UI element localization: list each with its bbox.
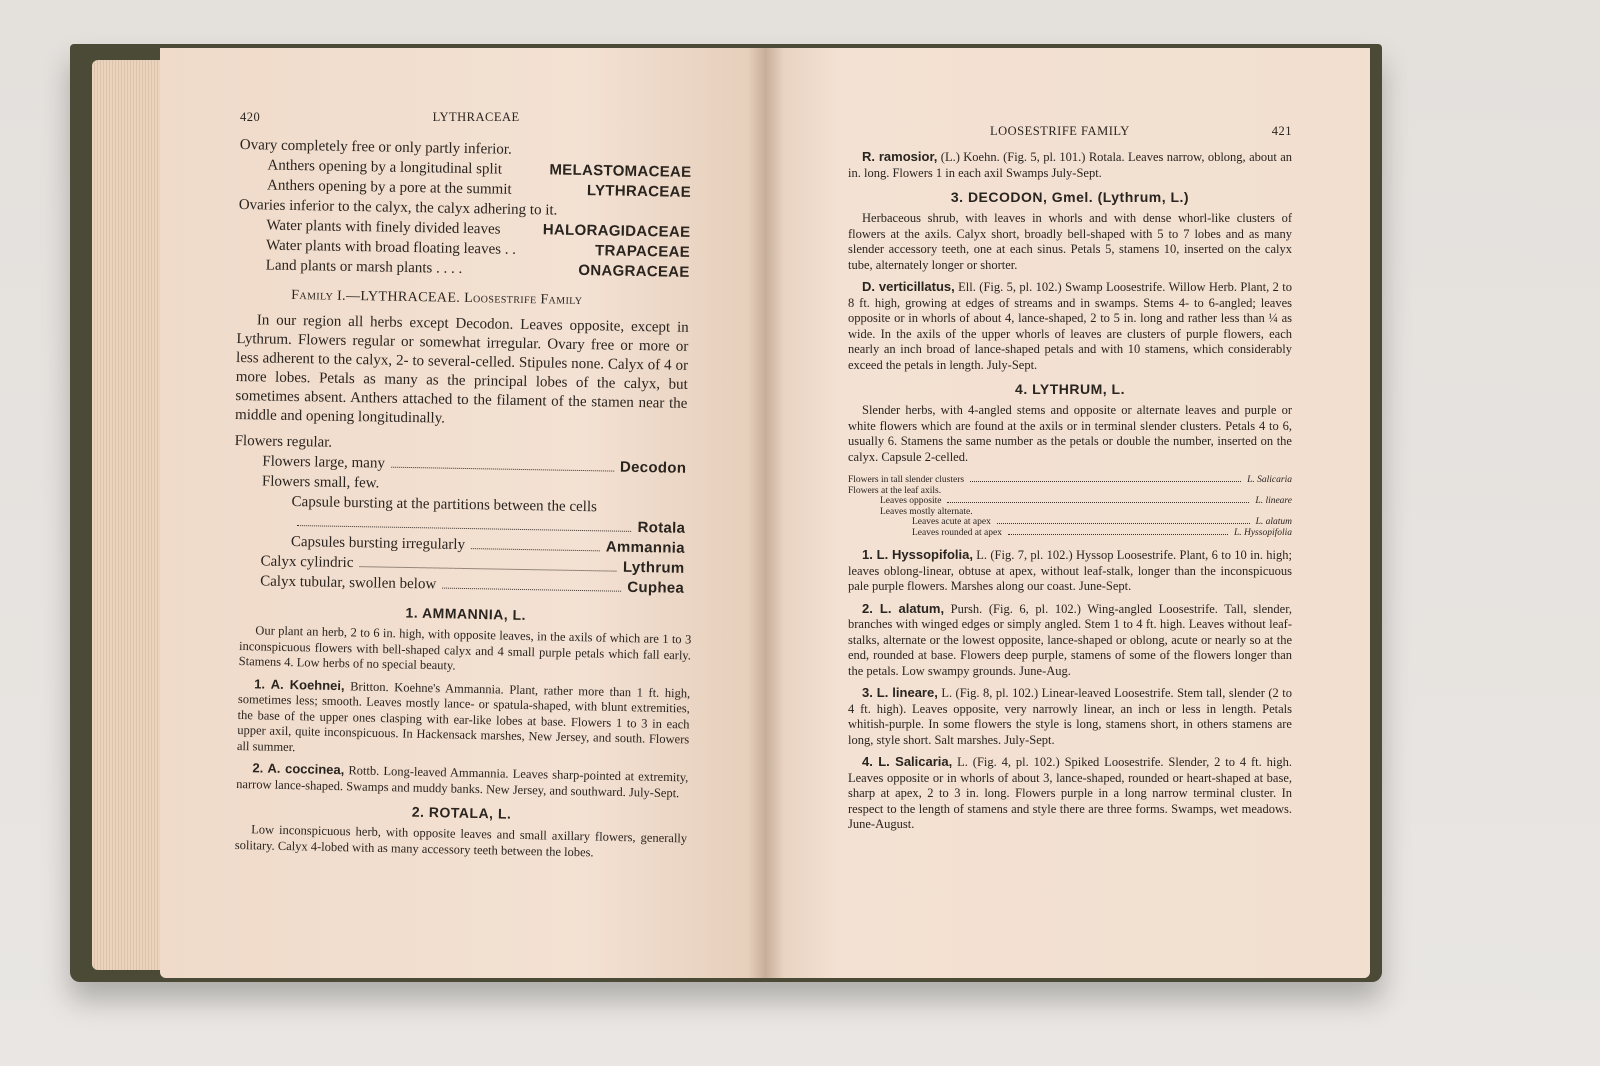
- key-result: L. Salicaria: [1247, 475, 1292, 485]
- right-running-title: LOOSESTRIFE FAMILY: [989, 124, 1130, 138]
- key-result: Cuphea: [627, 578, 685, 597]
- left-lower-text: [235, 601, 692, 862]
- key-line: Leaves rounded at apex: [912, 528, 1002, 538]
- species-entry: 2. A. coccinea, Rottb. Long-leaved Ammannia. Leaves sharp-pointed at extremity, narrow lance-shaped. Swamps and muddy banks. New Jersey, and southward. July-Sept.: [236, 760, 689, 800]
- species-entry: 3. L. lineare, L. (Fig. 8, pl. 102.) Linear-leaved Loosestrife. Stem tall, slender (2 to 4 ft. high). Leaves opposite, very narrowly linear, an inch or less in length. Petals whitish-purple. In some flowers the style is long, stamens short, in others stamens are long, style short. Salt marshes. July-Sept.: [848, 685, 1293, 747]
- family-description: In our region all herbs except Decodon. Leaves opposite, except in Lythrum. Flowers regular or somewhat irregular. Ovary free or more or less adherent to the calyx, 2- to several-celled. Stipules none. Calyx of 4 or more lobes. Petals as many as the principal lobes of the calyx, but sometimes absent. Anthers attached to the filament of the stamen near the middle and opening longitudinally.: [234, 312, 689, 427]
- key-result: Ammannia: [605, 538, 686, 557]
- key-result: Lythrum: [622, 558, 685, 577]
- left-page-number: 420: [240, 110, 261, 124]
- key-line: Water plants with finely divided leaves HALORAGIDACEAE: [266, 217, 691, 241]
- species-entry: 4. L. Salicaria, L. (Fig. 4, pl. 102.) Spiked Loosestrife. Slender, 2 to 4 ft. high. Leaves opposite or in whorls of about 3, lance-shaped, rounded or heart-shaped at base, sharp at apex, 2 to 3 in. long. Flowers purple in a long narrow terminal cluster. In respect to the length of stamens and style there are three forms. Swamps, wet meadows. June-August.: [848, 754, 1293, 831]
- key-line: Calyx cylindric: [260, 553, 354, 572]
- species-entry: 2. L. alatum, Pursh. (Fig. 6, pl. 102.) Wing-angled Loosestrife. Tall, slender, branches with winged edges or simply angled. Stem 1 to 4 ft. high. Leaves without leaf-stalks, alternate or the lowest opposite, lance-shaped or oblong, acute or nearly so at the end, rounded at base. Flowers deep purple, stamens of some of the flowers longer than the petals. Low swampy grounds. June-Aug.: [848, 600, 1292, 678]
- key-line: Flowers in tall slender clusters: [848, 475, 965, 485]
- key-line: Water plants with broad floating leaves . . TRAPACEAE: [265, 237, 691, 261]
- key-line: Ovaries inferior to the calyx, the calyx adhering to it.: [238, 196, 558, 219]
- key-line: Flowers regular.: [234, 432, 333, 451]
- genus-description: Low inconspicuous herb, with opposite leaves and small axillary flowers, generally solitary. Calyx 4-lobed with as many accessory teeth between the lobes.: [234, 822, 688, 859]
- key-result: Rotala: [637, 518, 686, 537]
- right-content: [848, 149, 1292, 833]
- genus-description: Herbaceous shrub, with leaves in whorls and with dense whorl-like clusters of flowers at the axils. Calyx short, broadly bell-shaped with 5 to 7 lobes and as many slender accessory teeth, one at each sinus. Petals 5, stamens 10, inserted on the calyx tube, alternately longer or shorter.: [848, 211, 1292, 272]
- family-key: [232, 135, 692, 599]
- key-line: Calyx tubular, swollen below: [260, 573, 437, 593]
- key-line: Land plants or marsh plants . . . . ONAGRACEAE: [265, 257, 690, 281]
- key-line: Leaves acute at apex: [912, 517, 991, 527]
- key-line: Leaves opposite: [880, 496, 942, 506]
- genus-heading: 3. DECODON, Gmel. (Lythrum, L.): [950, 189, 1190, 205]
- key-line: Capsules bursting irregularly: [290, 533, 466, 553]
- left-running-title: LYTHRACEAE: [432, 110, 520, 124]
- species-entry: 1. A. Koehnei, Britton. Koehne's Ammannia. Plant, rather more than 1 ft. high, sometimes less; smooth. Leaves mostly lance- or spatula-shaped, with blunt extremities, the base of the upper ones clasping with ear-like lobes at base. Flowers 1 to 3 in each upper axil, quite inconspicuous. In Hackensack marshes, New Jersey, and south. Flowers all summer.: [236, 675, 691, 754]
- key-line: Ovary completely free or only partly inferior.: [239, 136, 512, 158]
- page-edges-left: [92, 60, 162, 970]
- species-entry: R. ramosior, (L.) Koehn. (Fig. 5, pl. 101.) Rotala. Leaves narrow, oblong, about an in. long. Flowers 1 in each axil Swamps July-Sept.: [848, 149, 1293, 180]
- lythrum-key: [848, 475, 1292, 539]
- key-line: Flowers large, many: [262, 453, 386, 472]
- key-result: L. lineare: [1255, 496, 1292, 506]
- species-entry: 1. L. Hyssopifolia, L. (Fig. 7, pl. 102.) Hyssop Loosestrife. Plant, 6 to 10 in. high; leaves oblong-linear, obtuse at apex, without leaf-stalk, longer than the inconspicuous pale purple flowers. Marshes along our coast. June-Sept.: [848, 547, 1293, 593]
- species-entry: D. verticillatus, Ell. (Fig. 5, pl. 102.) Swamp Loosestrife. Willow Herb. Plant, 2 to 8 ft. high, growing at edges of streams and in swamps. Stems 4- to 6-angled; leaves opposite or in whorls of about 4, lance-shaped, 2 to 5 in. long and rather less than ¼ as wide. In the axils of the upper whorls of leaves are clusters of purple flowers, each nearly an inch broad of lance-shaped petals and with 10 stamens, which considerably exceed the petals in length. July-Sept.: [848, 279, 1293, 372]
- book-gutter: [748, 48, 784, 978]
- genus-description: Slender herbs, with 4-angled stems and opposite or alternate leaves and purple or white flowers which are found at the axils or in terminal slender clusters. Petals 4 to 6, usually 6. Stamens the same number as the petals or double the number, inserted on the calyx. Capsule 2-celled.: [848, 403, 1292, 464]
- key-line: Anthers opening by a pore at the summit LYTHRACEAE: [266, 177, 692, 201]
- key-line: Flowers small, few.: [261, 473, 380, 492]
- right-running-head: [848, 124, 1292, 139]
- genus-key: [232, 431, 687, 599]
- key-result: Decodon: [619, 458, 687, 477]
- key-line: Capsule bursting at the partitions between the cells: [291, 493, 598, 516]
- genus-heading: 4. LYTHRUM, L.: [1015, 381, 1125, 397]
- right-page: [766, 48, 1370, 978]
- genus-description: Our plant an herb, 2 to 6 in. high, with opposite leaves, in the axils of which are 1 to 3 inconspicuous flowers with bell-shaped calyx and 4 small purple petals which fall early. Stamens 4. Low herbs of no special beauty.: [238, 623, 692, 673]
- left-page: [160, 48, 766, 978]
- genus-heading: 1. AMMANNIA, L.: [405, 604, 527, 623]
- key-line: Anthers opening by a longitudinal split MELASTOMACEAE: [267, 157, 692, 181]
- right-page-number: 421: [1271, 124, 1292, 138]
- key-line: Flowers at the leaf axils.: [848, 486, 942, 496]
- key-result: L. Hyssopifolia: [1233, 528, 1292, 538]
- left-running-head: [240, 110, 692, 125]
- genus-heading: 2. ROTALA, L.: [411, 803, 512, 822]
- key-line: Leaves mostly alternate.: [880, 507, 973, 517]
- family-heading: Family I.—LYTHRACEAE. Loosestrife Family: [291, 287, 583, 308]
- key-result: L. alatum: [1255, 517, 1292, 527]
